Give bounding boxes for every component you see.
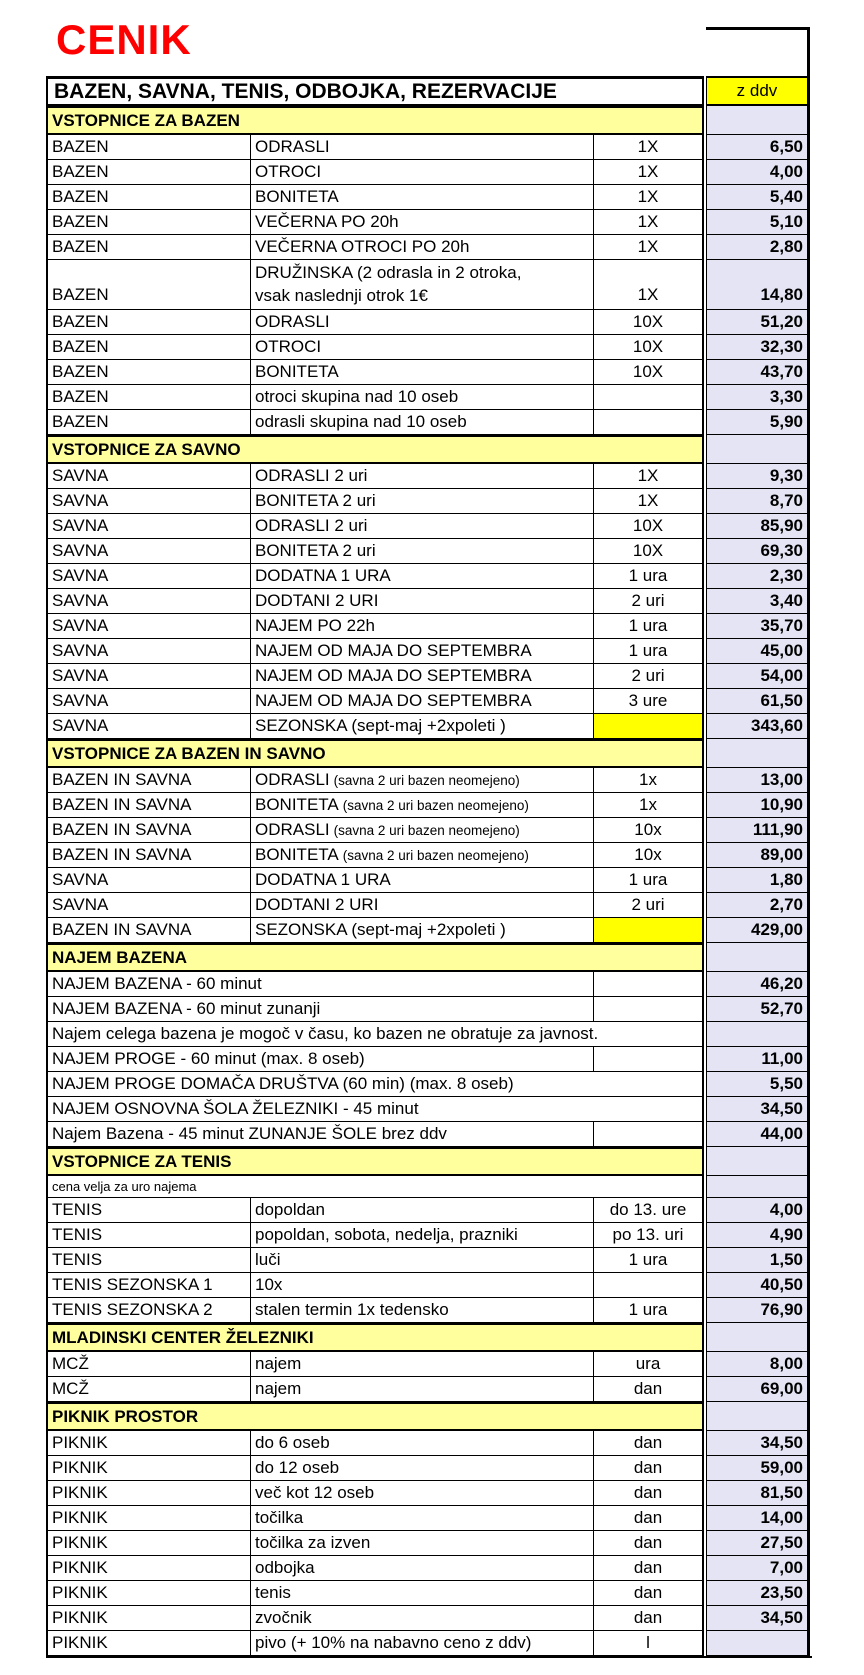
quantity-cell xyxy=(594,1273,704,1298)
quantity-cell: 1X xyxy=(594,489,704,514)
price-cell: 35,70 xyxy=(706,614,810,639)
quantity-cell xyxy=(594,385,704,410)
price-cell xyxy=(706,739,810,768)
description-cell: 10x xyxy=(251,1273,594,1298)
section-header-row xyxy=(48,435,812,464)
price-cell: 81,50 xyxy=(706,1481,810,1506)
description-cell: dopoldan xyxy=(251,1198,594,1223)
category-cell: SAVNA xyxy=(48,614,251,639)
description-cell: ODRASLI (savna 2 uri bazen neomejeno) xyxy=(251,768,594,793)
table-row xyxy=(48,489,812,514)
table-row xyxy=(48,918,812,943)
category-cell: TENIS SEZONSKA 1 xyxy=(48,1273,251,1298)
table-row xyxy=(48,360,812,385)
price-cell: 14,00 xyxy=(706,1506,810,1531)
quantity-cell: 10x xyxy=(594,818,704,843)
category-cell: SAVNA xyxy=(48,893,251,918)
price-cell: 11,00 xyxy=(706,1047,810,1072)
table-row xyxy=(48,614,812,639)
price-cell: 40,50 xyxy=(706,1273,810,1298)
table-row xyxy=(48,1198,812,1223)
table-row xyxy=(48,1072,812,1097)
description-cell: pivo (+ 10% na nabavno ceno z ddv) xyxy=(251,1631,594,1656)
table-row xyxy=(48,1606,812,1631)
table-row xyxy=(48,1097,812,1122)
table-row xyxy=(48,335,812,360)
quantity-cell: dan xyxy=(594,1556,704,1581)
table-row xyxy=(48,1223,812,1248)
quantity-cell: 2 uri xyxy=(594,893,704,918)
description-cell: najem xyxy=(251,1352,594,1377)
category-cell: BAZEN IN SAVNA xyxy=(48,918,251,943)
description-cell: ODRASLI 2 uri xyxy=(251,514,594,539)
category-cell: BAZEN xyxy=(48,210,251,235)
quantity-cell: 1 ura xyxy=(594,868,704,893)
description-cell: DRUŽINSKA (2 odrasla in 2 otroka, vsak naslednji otrok 1€ xyxy=(251,260,594,310)
table-row xyxy=(48,1531,812,1556)
price-cell: 3,40 xyxy=(706,589,810,614)
description-cell: OTROCI xyxy=(251,160,594,185)
category-cell: BAZEN IN SAVNA xyxy=(48,768,251,793)
table-row xyxy=(48,818,812,843)
quantity-cell: 2 uri xyxy=(594,664,704,689)
price-cell: 59,00 xyxy=(706,1456,810,1481)
price-cell: 429,00 xyxy=(706,918,810,943)
price-cell: 27,50 xyxy=(706,1531,810,1556)
price-table xyxy=(46,76,812,1658)
table-row xyxy=(48,714,812,739)
table-row xyxy=(48,210,812,235)
price-cell: 3,30 xyxy=(706,385,810,410)
description-cell: Najem celega bazena je mogoč v času, ko bazen ne obratuje za javnost. xyxy=(48,1022,704,1047)
description-cell: najem xyxy=(251,1377,594,1402)
price-cell: 14,80 xyxy=(706,260,810,310)
description-cell: NAJEM PO 22h xyxy=(251,614,594,639)
price-cell xyxy=(706,1176,810,1198)
quantity-cell: dan xyxy=(594,1481,704,1506)
category-cell: SAVNA xyxy=(48,689,251,714)
category-cell: SAVNA xyxy=(48,714,251,739)
table-row xyxy=(48,1273,812,1298)
category-cell: PIKNIK xyxy=(48,1456,251,1481)
quantity-cell: 1 ura xyxy=(594,1248,704,1273)
description-cell: ODRASLI xyxy=(251,310,594,335)
category-cell: TENIS xyxy=(48,1248,251,1273)
table-row xyxy=(48,1506,812,1531)
category-cell: PIKNIK xyxy=(48,1481,251,1506)
category-cell: SAVNA xyxy=(48,639,251,664)
price-column-header: z ddv xyxy=(706,76,810,106)
quantity-cell: 1x xyxy=(594,793,704,818)
description-note: (savna 2 uri bazen neomejeno) xyxy=(333,772,520,788)
quantity-cell xyxy=(594,410,704,435)
category-cell: PIKNIK xyxy=(48,1506,251,1531)
description-cell: NAJEM OD MAJA DO SEPTEMBRA xyxy=(251,639,594,664)
quantity-cell: dan xyxy=(594,1581,704,1606)
table-row xyxy=(48,1176,812,1198)
price-cell: 5,90 xyxy=(706,410,810,435)
price-cell xyxy=(706,1022,810,1047)
table-row xyxy=(48,135,812,160)
section-header-label: VSTOPNICE ZA SAVNO xyxy=(48,435,704,464)
table-row xyxy=(48,260,812,310)
category-cell: TENIS SEZONSKA 2 xyxy=(48,1298,251,1323)
category-cell: PIKNIK xyxy=(48,1631,251,1656)
description-cell: OTROCI xyxy=(251,335,594,360)
category-cell: PIKNIK xyxy=(48,1431,251,1456)
price-cell: 2,80 xyxy=(706,235,810,260)
section-header-row xyxy=(48,1402,812,1431)
description-cell: NAJEM BAZENA - 60 minut zunanji xyxy=(48,997,594,1022)
quantity-cell: dan xyxy=(594,1456,704,1481)
table-row xyxy=(48,689,812,714)
description-cell: VEČERNA PO 20h xyxy=(251,210,594,235)
quantity-cell: po 13. uri xyxy=(594,1223,704,1248)
description-cell: ODRASLI 2 uri xyxy=(251,464,594,489)
price-cell: 89,00 xyxy=(706,843,810,868)
quantity-cell: 10X xyxy=(594,360,704,385)
price-cell: 1,80 xyxy=(706,868,810,893)
description-cell: ODRASLI xyxy=(251,135,594,160)
category-cell: PIKNIK xyxy=(48,1531,251,1556)
table-row xyxy=(48,843,812,868)
category-cell: TENIS xyxy=(48,1223,251,1248)
description-cell: cena velja za uro najema xyxy=(48,1176,704,1198)
description-cell: BONITETA xyxy=(251,360,594,385)
category-cell: BAZEN xyxy=(48,135,251,160)
quantity-cell: 1X xyxy=(594,260,704,310)
quantity-cell: dan xyxy=(594,1506,704,1531)
page-title: CENIK xyxy=(56,16,192,63)
price-cell: 343,60 xyxy=(706,714,810,739)
section-header-label: VSTOPNICE ZA TENIS xyxy=(48,1147,704,1176)
description-cell: ODRASLI (savna 2 uri bazen neomejeno) xyxy=(251,818,594,843)
table-row xyxy=(48,1352,812,1377)
description-cell: NAJEM PROGE - 60 minut (max. 8 oseb) xyxy=(48,1047,594,1072)
description-cell: NAJEM OSNOVNA ŠOLA ŽELEZNIKI - 45 minut xyxy=(48,1097,704,1122)
description-cell: DODTANI 2 URI xyxy=(251,589,594,614)
table-row xyxy=(48,589,812,614)
section-header-label: PIKNIK PROSTOR xyxy=(48,1402,704,1431)
quantity-cell: 1X xyxy=(594,235,704,260)
table-row xyxy=(48,1481,812,1506)
price-cell: 5,50 xyxy=(706,1072,810,1097)
price-cell: 10,90 xyxy=(706,793,810,818)
description-note: (savna 2 uri bazen neomejeno) xyxy=(342,797,529,813)
table-row xyxy=(48,310,812,335)
quantity-cell: 3 ure xyxy=(594,689,704,714)
quantity-cell: 1X xyxy=(594,135,704,160)
price-cell: 23,50 xyxy=(706,1581,810,1606)
section-header-row xyxy=(48,943,812,972)
description-cell: SEZONSKA (sept-maj +2xpoleti ) xyxy=(251,918,594,943)
table-row xyxy=(48,1248,812,1273)
table-row xyxy=(48,410,812,435)
quantity-cell xyxy=(594,972,704,997)
description-cell: SEZONSKA (sept-maj +2xpoleti ) xyxy=(251,714,594,739)
price-cell: 45,00 xyxy=(706,639,810,664)
quantity-cell: l xyxy=(594,1631,704,1656)
table-row xyxy=(48,1047,812,1072)
price-cell: 8,00 xyxy=(706,1352,810,1377)
description-cell: odbojka xyxy=(251,1556,594,1581)
table-row xyxy=(48,1298,812,1323)
section-header-row xyxy=(48,739,812,768)
table-row xyxy=(48,664,812,689)
quantity-cell xyxy=(594,918,704,943)
description-cell: NAJEM BAZENA - 60 minut xyxy=(48,972,594,997)
table-row xyxy=(48,893,812,918)
description-cell: NAJEM OD MAJA DO SEPTEMBRA xyxy=(251,664,594,689)
section-header-label: NAJEM BAZENA xyxy=(48,943,704,972)
table-row xyxy=(48,793,812,818)
description-cell: do 12 oseb xyxy=(251,1456,594,1481)
quantity-cell: 10X xyxy=(594,539,704,564)
table-row xyxy=(48,1456,812,1481)
description-cell: NAJEM OD MAJA DO SEPTEMBRA xyxy=(251,689,594,714)
price-cell: 34,50 xyxy=(706,1606,810,1631)
category-cell: PIKNIK xyxy=(48,1581,251,1606)
category-cell: BAZEN IN SAVNA xyxy=(48,818,251,843)
price-cell: 2,70 xyxy=(706,893,810,918)
table-row xyxy=(48,514,812,539)
category-cell: SAVNA xyxy=(48,664,251,689)
price-cell: 85,90 xyxy=(706,514,810,539)
quantity-cell: 2 uri xyxy=(594,589,704,614)
table-row xyxy=(48,1556,812,1581)
description-cell: več kot 12 oseb xyxy=(251,1481,594,1506)
description-cell: NAJEM PROGE DOMAČA DRUŠTVA (60 min) (max. 8 oseb) xyxy=(48,1072,704,1097)
quantity-cell: 1 ura xyxy=(594,639,704,664)
quantity-cell: 1X xyxy=(594,185,704,210)
category-cell: MCŽ xyxy=(48,1377,251,1402)
description-cell: tenis xyxy=(251,1581,594,1606)
description-cell: BONITETA xyxy=(251,185,594,210)
table-row xyxy=(48,1631,812,1656)
quantity-cell: 10x xyxy=(594,843,704,868)
quantity-cell: dan xyxy=(594,1531,704,1556)
description-cell: luči xyxy=(251,1248,594,1273)
category-cell: BAZEN IN SAVNA xyxy=(48,843,251,868)
price-cell: 7,00 xyxy=(706,1556,810,1581)
category-cell: SAVNA xyxy=(48,564,251,589)
quantity-cell: 10X xyxy=(594,335,704,360)
category-cell: BAZEN xyxy=(48,160,251,185)
description-cell: zvočnik xyxy=(251,1606,594,1631)
table-row xyxy=(48,1431,812,1456)
table-row xyxy=(48,997,812,1022)
category-cell: SAVNA xyxy=(48,539,251,564)
table-row xyxy=(48,160,812,185)
quantity-cell: dan xyxy=(594,1431,704,1456)
table-row xyxy=(48,185,812,210)
price-cell: 46,20 xyxy=(706,972,810,997)
section-header-label: MLADINSKI CENTER ŽELEZNIKI xyxy=(48,1323,704,1352)
price-cell: 52,70 xyxy=(706,997,810,1022)
table-row xyxy=(48,539,812,564)
price-cell: 9,30 xyxy=(706,464,810,489)
quantity-cell: 1x xyxy=(594,768,704,793)
category-cell: SAVNA xyxy=(48,589,251,614)
price-cell: 4,00 xyxy=(706,160,810,185)
quantity-cell: 1X xyxy=(594,210,704,235)
category-cell: SAVNA xyxy=(48,489,251,514)
table-row xyxy=(48,768,812,793)
description-cell: točilka za izven xyxy=(251,1531,594,1556)
price-cell xyxy=(706,1402,810,1431)
description-cell: BONITETA 2 uri xyxy=(251,539,594,564)
price-cell: 13,00 xyxy=(706,768,810,793)
description-note: (savna 2 uri bazen neomejeno) xyxy=(333,822,520,838)
category-cell: TENIS xyxy=(48,1198,251,1223)
category-cell: BAZEN xyxy=(48,185,251,210)
table-row xyxy=(48,1122,812,1147)
table-row xyxy=(48,1377,812,1402)
description-cell: DODTANI 2 URI xyxy=(251,893,594,918)
category-cell: BAZEN xyxy=(48,260,251,310)
description-cell: točilka xyxy=(251,1506,594,1531)
price-cell: 4,00 xyxy=(706,1198,810,1223)
table-row xyxy=(48,1022,812,1047)
table-title-cell: BAZEN, SAVNA, TENIS, ODBOJKA, REZERVACIJE xyxy=(48,76,704,106)
quantity-cell: do 13. ure xyxy=(594,1198,704,1223)
price-cell: 4,90 xyxy=(706,1223,810,1248)
price-cell xyxy=(706,1147,810,1176)
price-cell: 5,10 xyxy=(706,210,810,235)
section-header-row xyxy=(48,1323,812,1352)
price-cell: 32,30 xyxy=(706,335,810,360)
category-cell: SAVNA xyxy=(48,464,251,489)
price-cell xyxy=(706,435,810,464)
quantity-cell xyxy=(594,997,704,1022)
description-cell: odrasli skupina nad 10 oseb xyxy=(251,410,594,435)
quantity-cell xyxy=(594,714,704,739)
price-cell: 5,40 xyxy=(706,185,810,210)
table-row xyxy=(48,972,812,997)
quantity-cell: dan xyxy=(594,1377,704,1402)
category-cell: BAZEN xyxy=(48,360,251,385)
table-row xyxy=(48,235,812,260)
price-cell: 34,50 xyxy=(706,1431,810,1456)
category-cell: BAZEN xyxy=(48,385,251,410)
description-cell: BONITETA (savna 2 uri bazen neomejeno) xyxy=(251,793,594,818)
table-row xyxy=(48,868,812,893)
price-cell: 1,50 xyxy=(706,1248,810,1273)
price-cell: 51,20 xyxy=(706,310,810,335)
description-cell: BONITETA (savna 2 uri bazen neomejeno) xyxy=(251,843,594,868)
category-cell: BAZEN xyxy=(48,410,251,435)
description-cell: VEČERNA OTROCI PO 20h xyxy=(251,235,594,260)
quantity-cell: 10X xyxy=(594,310,704,335)
category-cell: BAZEN xyxy=(48,235,251,260)
quantity-cell: 1 ura xyxy=(594,614,704,639)
description-cell: DODATNA 1 URA xyxy=(251,868,594,893)
price-cell: 8,70 xyxy=(706,489,810,514)
category-cell: BAZEN xyxy=(48,335,251,360)
description-cell: DODATNA 1 URA xyxy=(251,564,594,589)
section-header-label: VSTOPNICE ZA BAZEN xyxy=(48,106,704,135)
price-cell: 69,00 xyxy=(706,1377,810,1402)
section-header-row xyxy=(48,106,812,135)
category-cell: BAZEN xyxy=(48,310,251,335)
price-cell: 69,30 xyxy=(706,539,810,564)
quantity-cell: 10X xyxy=(594,514,704,539)
price-cell xyxy=(706,943,810,972)
price-cell xyxy=(706,1323,810,1352)
price-cell: 61,50 xyxy=(706,689,810,714)
description-note: (savna 2 uri bazen neomejeno) xyxy=(342,847,529,863)
category-cell: SAVNA xyxy=(48,868,251,893)
description-cell: popoldan, sobota, nedelja, prazniki xyxy=(251,1223,594,1248)
price-cell: 54,00 xyxy=(706,664,810,689)
table-row xyxy=(48,464,812,489)
table-row xyxy=(48,639,812,664)
price-cell: 34,50 xyxy=(706,1097,810,1122)
description-cell: do 6 oseb xyxy=(251,1431,594,1456)
description-cell: BONITETA 2 uri xyxy=(251,489,594,514)
section-header-row xyxy=(48,1147,812,1176)
quantity-cell xyxy=(594,1047,704,1072)
price-cell xyxy=(706,106,810,135)
price-cell: 2,30 xyxy=(706,564,810,589)
price-cell: 111,90 xyxy=(706,818,810,843)
price-cell: 43,70 xyxy=(706,360,810,385)
price-cell: 76,90 xyxy=(706,1298,810,1323)
description-cell: stalen termin 1x tedensko xyxy=(251,1298,594,1323)
table-row xyxy=(48,385,812,410)
description-cell: Najem Bazena - 45 minut ZUNANJE ŠOLE brez ddv xyxy=(48,1122,594,1147)
quantity-cell: ura xyxy=(594,1352,704,1377)
price-cell: 44,00 xyxy=(706,1122,810,1147)
price-cell xyxy=(706,1631,810,1656)
price-table-body xyxy=(48,106,812,1656)
category-cell: PIKNIK xyxy=(48,1606,251,1631)
table-row xyxy=(48,564,812,589)
quantity-cell: 1 ura xyxy=(594,1298,704,1323)
category-cell: SAVNA xyxy=(48,514,251,539)
section-header-label: VSTOPNICE ZA BAZEN IN SAVNO xyxy=(48,739,704,768)
description-cell: otroci skupina nad 10 oseb xyxy=(251,385,594,410)
table-row xyxy=(48,1581,812,1606)
top-right-empty-box xyxy=(706,27,810,76)
table-header-row xyxy=(48,76,812,106)
quantity-cell: 1 ura xyxy=(594,564,704,589)
quantity-cell: dan xyxy=(594,1606,704,1631)
quantity-cell xyxy=(594,1122,704,1147)
price-cell: 6,50 xyxy=(706,135,810,160)
quantity-cell: 1X xyxy=(594,464,704,489)
quantity-cell: 1X xyxy=(594,160,704,185)
category-cell: MCŽ xyxy=(48,1352,251,1377)
category-cell: PIKNIK xyxy=(48,1556,251,1581)
category-cell: BAZEN IN SAVNA xyxy=(48,793,251,818)
